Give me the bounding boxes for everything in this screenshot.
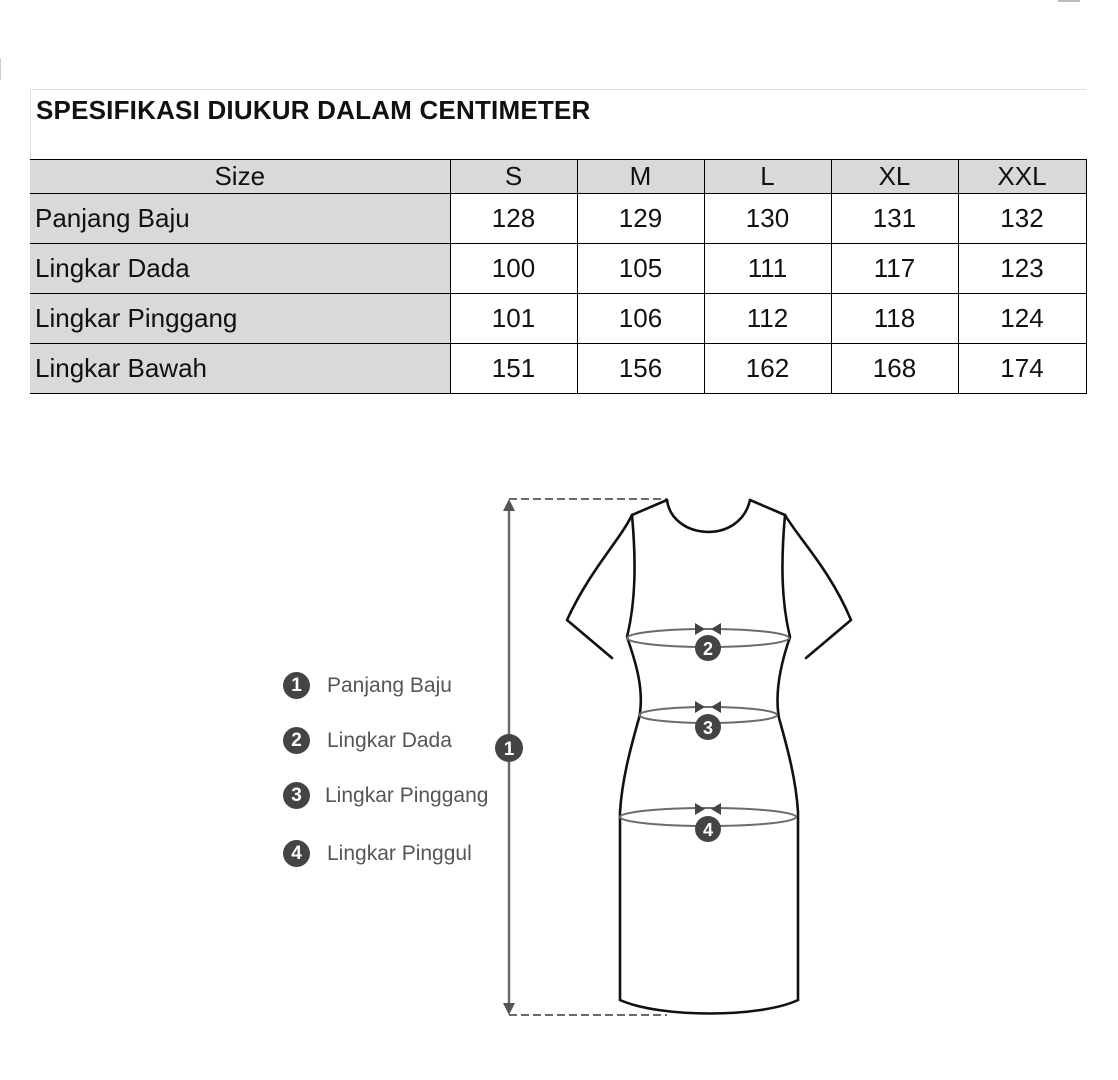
size-spec-sheet (30, 89, 1086, 394)
table-row (30, 194, 1086, 244)
row-label: Lingkar Pinggang (30, 294, 450, 344)
svg-text:2: 2 (702, 639, 714, 659)
header-size: Size (30, 160, 450, 194)
row-label: Panjang Baju (30, 194, 450, 244)
cell-value: 132 (958, 194, 1086, 244)
table-header-row (30, 160, 1086, 194)
cell-value: 129 (577, 194, 704, 244)
arrow-left-icon (711, 701, 721, 713)
row-label: Lingkar Bawah (30, 344, 450, 394)
length-measure-line (509, 499, 667, 1015)
left-edge-artifact (0, 58, 1, 80)
legend-label: Lingkar Dada (327, 728, 452, 752)
header-size-xxl: XXL (958, 160, 1086, 194)
cell-value: 106 (577, 294, 704, 344)
title-box (30, 89, 1086, 159)
cell-value: 105 (577, 244, 704, 294)
table-row (30, 294, 1086, 344)
page-title: SPESIFIKASI DIUKUR DALAM CENTIMETER (36, 95, 591, 125)
cell-value: 130 (704, 194, 831, 244)
arrow-right-icon (695, 701, 705, 713)
number-badge-icon: 1 (283, 672, 310, 699)
cell-value: 131 (831, 194, 958, 244)
cell-value: 112 (704, 294, 831, 344)
size-table (30, 159, 1087, 394)
arrow-left-icon (711, 623, 721, 635)
arrow-up-icon (503, 499, 515, 511)
cell-value: 123 (958, 244, 1086, 294)
arrow-left-icon (711, 803, 721, 815)
cell-value: 124 (958, 294, 1086, 344)
dress-outline (567, 500, 851, 1014)
svg-text:3: 3 (702, 718, 714, 738)
cell-value: 162 (704, 344, 831, 394)
legend-label: Lingkar Pinggang (325, 783, 489, 807)
cell-value: 117 (831, 244, 958, 294)
cell-value: 156 (577, 344, 704, 394)
table-row (30, 344, 1086, 394)
top-right-artifact (1058, 0, 1080, 2)
number-badge-icon: 2 (283, 727, 310, 754)
legend-label: Lingkar Pinggul (327, 841, 472, 865)
cell-value: 100 (450, 244, 577, 294)
header-size-m: M (577, 160, 704, 194)
cell-value: 174 (958, 344, 1086, 394)
header-size-xl: XL (831, 160, 958, 194)
arrow-down-icon (503, 1003, 515, 1015)
cell-value: 111 (704, 244, 831, 294)
cell-value: 118 (831, 294, 958, 344)
header-size-s: S (450, 160, 577, 194)
cell-value: 128 (450, 194, 577, 244)
legend-label: Panjang Baju (327, 673, 452, 697)
table-row (30, 244, 1086, 294)
arrow-right-icon (695, 623, 705, 635)
arrow-right-icon (695, 803, 705, 815)
header-size-l: L (704, 160, 831, 194)
row-label: Lingkar Dada (30, 244, 450, 294)
cell-value: 101 (450, 294, 577, 344)
svg-text:4: 4 (702, 820, 714, 840)
svg-text:1: 1 (503, 739, 515, 760)
cell-value: 151 (450, 344, 577, 394)
dress-measurement-diagram (270, 480, 870, 1040)
number-badge-icon: 4 (283, 840, 310, 867)
cell-value: 168 (831, 344, 958, 394)
number-badge-icon: 3 (283, 782, 310, 809)
